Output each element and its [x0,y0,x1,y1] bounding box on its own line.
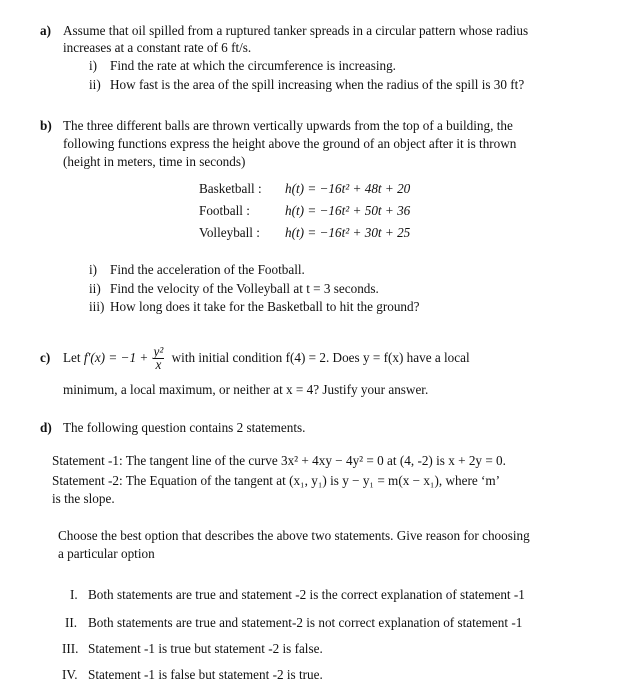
part-b-item-3-text: How long does it take for the Basketball to hit the ground? [110,299,420,314]
option-1-text: Both statements are true and statement -2 is the correct explanation of statement -1 [88,587,525,602]
part-c-rest: with initial condition f(4) = 2. Does y = f(x) have a local [171,350,470,365]
statement-2: Statement -2: The Equation of the tangent at (x₁, y₁) is y − y₁ = m(x − x₁), where ‘m’ [52,473,501,488]
part-a-line-2: increases at a constant rate of 6 ft/s. [63,40,252,55]
choose-line-1: Choose the best option that describes the above two statements. Give reason for choosing [58,528,530,543]
part-c-fraction [153,346,165,371]
part-d-intro: The following question contains 2 statements. [63,420,306,435]
part-a-line-1: Assume that oil spilled from a ruptured tanker spreads in a circular pattern whose radius [63,23,529,38]
part-b-line-2: following functions express the height above the ground of an object after it is thrown [63,136,517,151]
part-c-fprime: f′(x) = −1 + [83,350,149,365]
option-3-text: Statement -1 is true but statement -2 is false. [88,641,323,656]
part-c-let: Let [63,350,81,365]
function-eq-football: h(t) = −16t² + 50t + 36 [285,203,411,218]
part-c-label: c) [40,350,51,365]
option-3-num: III. [62,641,79,656]
function-name-volleyball: Volleyball : [199,225,260,240]
part-b-item-1-num: i) [89,262,98,277]
function-eq-basketball: h(t) = −16t² + 48t + 20 [285,181,411,196]
function-name-football: Football : [199,203,250,218]
part-a-item-2-num: ii) [89,77,101,92]
part-a-item-1-num: i) [89,58,98,73]
part-d-label: d) [40,420,52,435]
part-c-line-2: minimum, a local maximum, or neither at x = 4? Justify your answer. [63,382,429,397]
part-b-item-2-text: Find the velocity of the Volleyball at t = 3 seconds. [110,281,379,296]
function-eq-volleyball: h(t) = −16t² + 30t + 25 [285,225,411,240]
statement-1: Statement -1: The tangent line of the curve 3x² + 4xy − 4y² = 0 at (4, -2) is x + 2y = 0. [52,453,506,468]
part-c-fraction-numerator: y² [153,344,164,360]
part-b-item-2-num: ii) [89,281,101,296]
part-c-fraction-denominator: x [155,357,162,373]
statement-2-continued: is the slope. [52,491,115,506]
part-a-item-2-text: How fast is the area of the spill increasing when the radius of the spill is 30 ft? [110,77,525,92]
option-4-text: Statement -1 is false but statement -2 is true. [88,667,323,682]
option-2-text: Both statements are true and statement-2 is not correct explanation of statement -1 [88,615,523,630]
part-c-line-1 [63,336,470,380]
option-4-num: IV. [62,667,78,682]
part-b-line-3: (height in meters, time in seconds) [63,154,246,169]
part-b-line-1: The three different balls are thrown vertically upwards from the top of a building, the [63,118,513,133]
option-2-num: II. [65,615,78,630]
part-a-item-1-text: Find the rate at which the circumference is increasing. [110,58,396,73]
part-b-item-3-num: iii) [89,299,105,314]
part-a-label: a) [40,23,51,38]
option-1-num: I. [70,587,78,602]
part-b-item-1-text: Find the acceleration of the Football. [110,262,305,277]
function-name-basketball: Basketball : [199,181,262,196]
choose-line-2: a particular option [58,546,155,561]
part-b-label: b) [40,118,52,133]
